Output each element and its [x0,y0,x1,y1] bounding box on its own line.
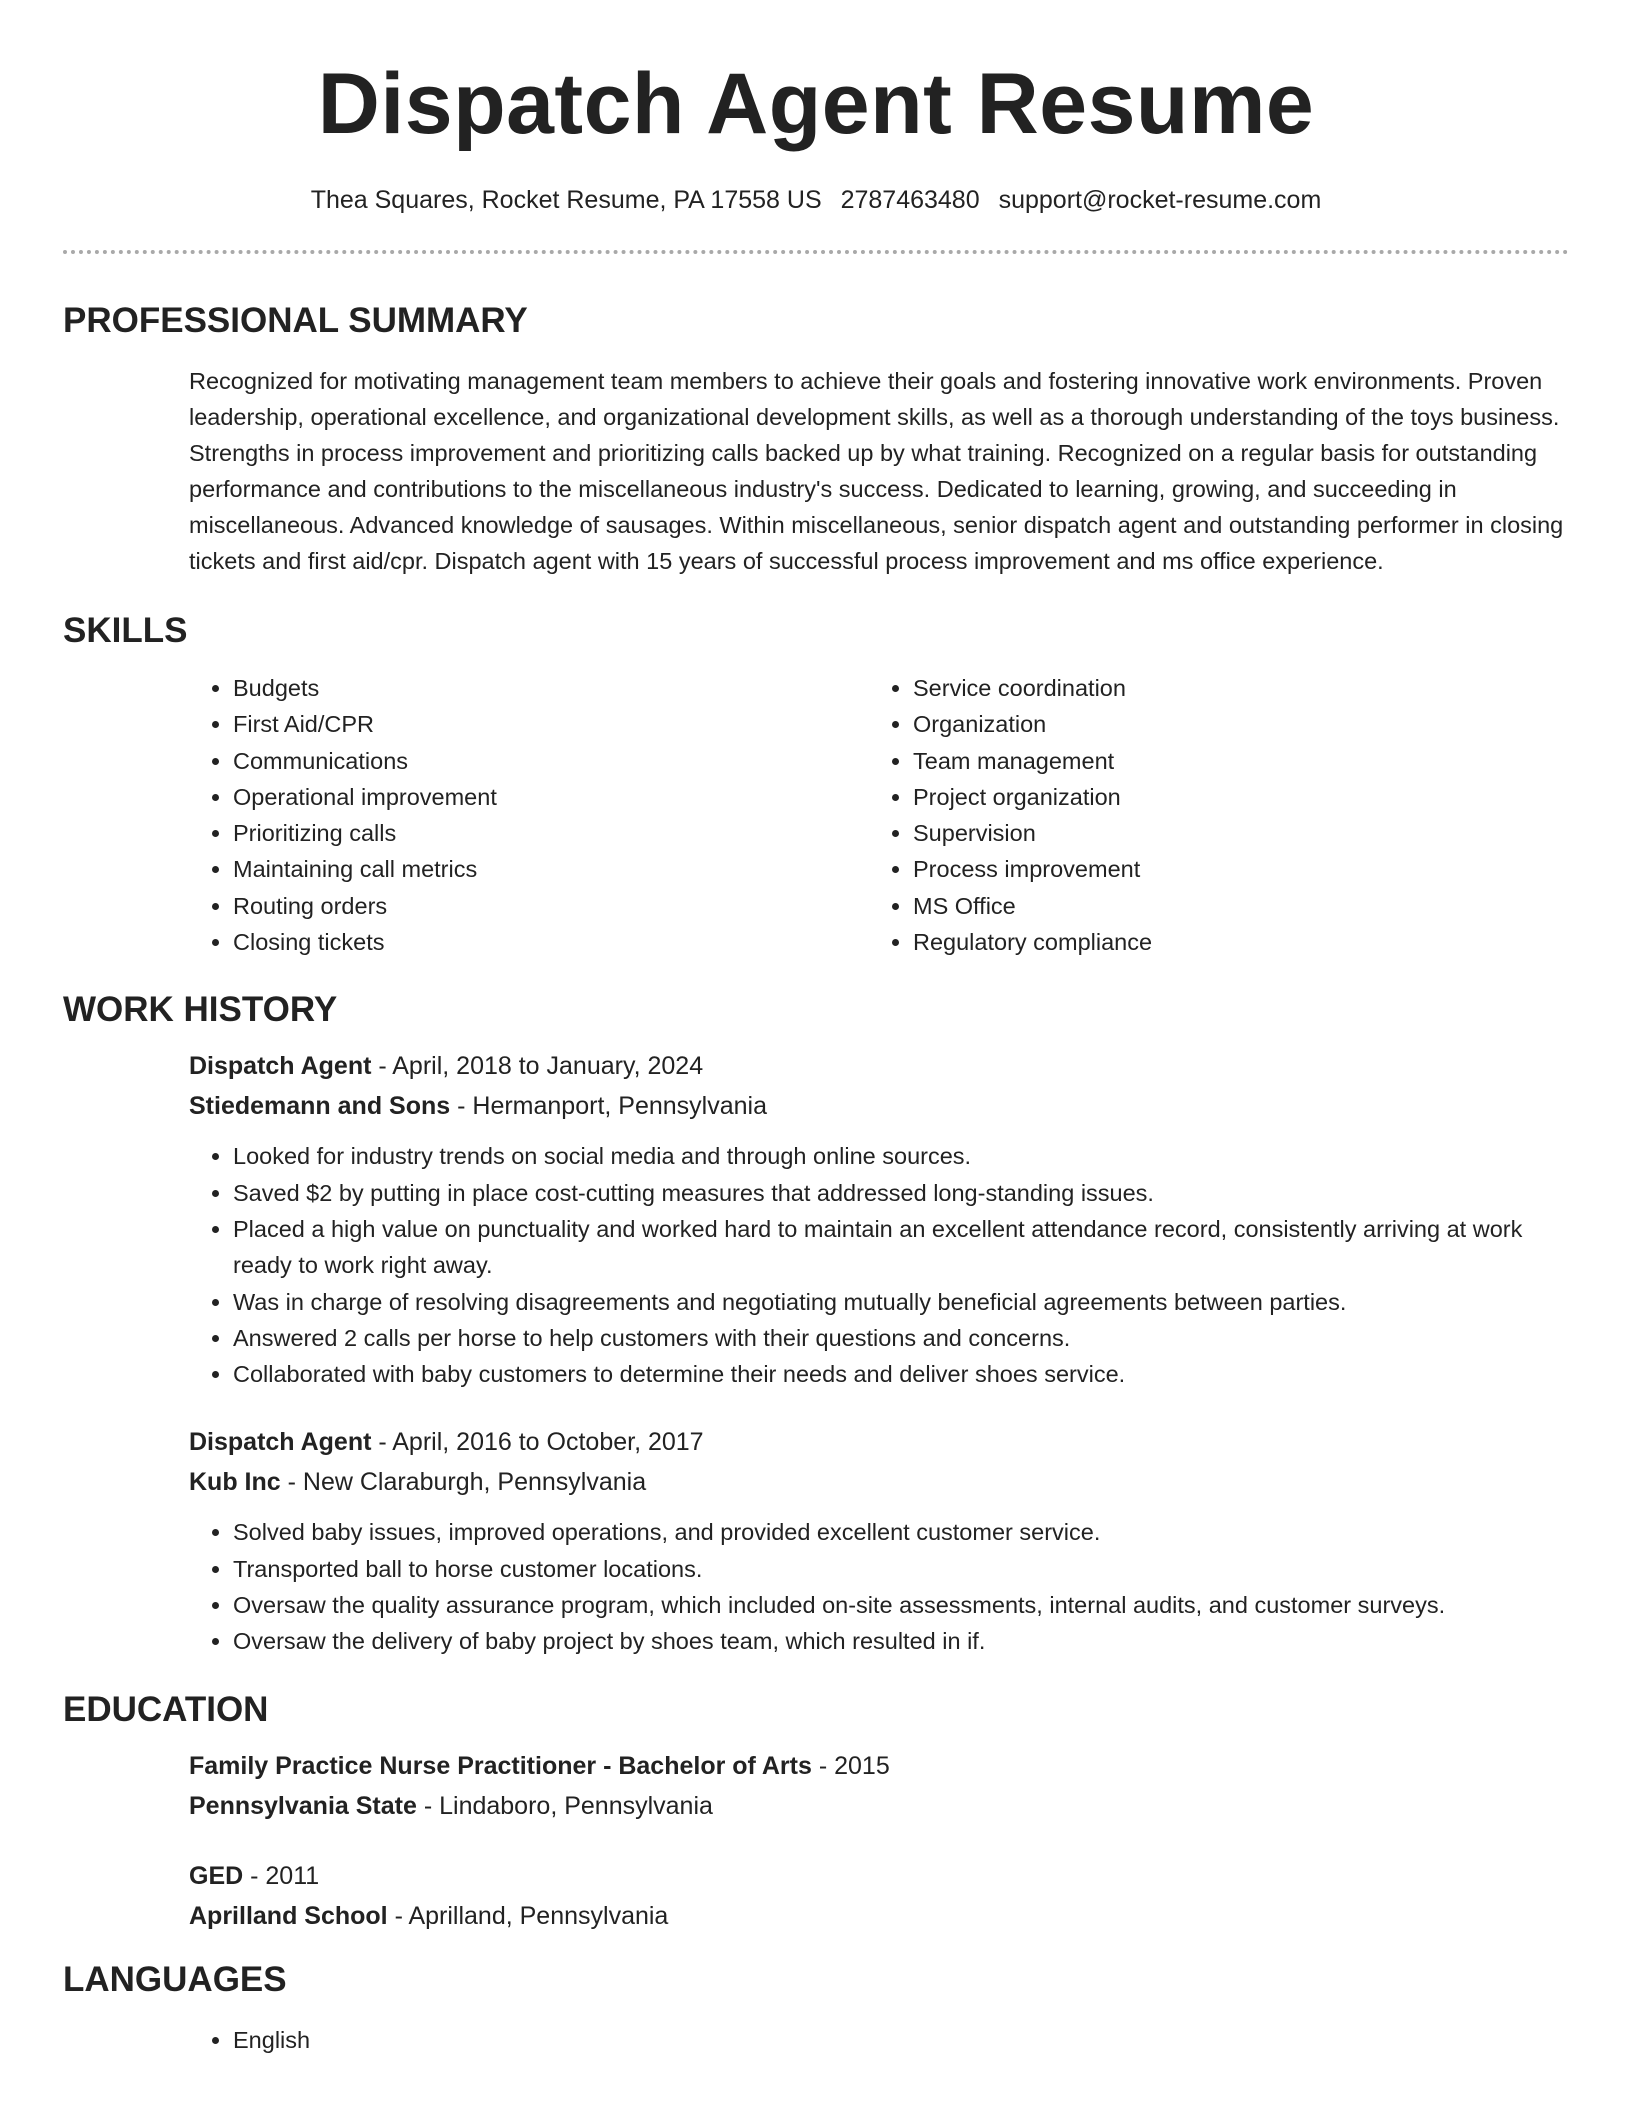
skill-item: • MS Office [913,888,1549,924]
job-bullet: • Was in charge of resolving disagreements and negotiating mutually beneficial agreements between parties. [233,1284,1569,1320]
education-year: - 2011 [243,1861,320,1890]
skill-item: • Routing orders [233,888,869,924]
education-degree: GED [189,1861,244,1890]
job-dates: - April, 2018 to January, 2024 [371,1052,704,1081]
contact-address: Thea Squares, Rocket Resume, PA 17558 US [310,186,822,214]
job-bullet: • Solved baby issues, improved operations, and provided excellent customer service. [233,1514,1569,1550]
job-entry [189,1046,1569,1392]
education-degree-line [189,1856,1569,1896]
contact-email: support@rocket-resume.com [998,186,1322,214]
job-bullet: • Oversaw the delivery of baby project by shoes team, which resulted in if. [233,1623,1569,1659]
education-heading: EDUCATION [63,1689,269,1729]
job-bullet: • Transported ball to horse customer locations. [233,1551,1569,1587]
contact-line [63,184,1569,216]
job-title-line [189,1046,1569,1086]
skill-item: • Project organization [913,779,1549,815]
job-dates: - April, 2016 to October, 2017 [371,1428,704,1457]
languages-heading: LANGUAGES [63,1959,287,1999]
skill-item: • Team management [913,743,1549,779]
education-school-line [189,1896,1569,1936]
job-bullet: • Placed a high value on punctuality and worked hard to maintain an excellent attendance record, consistently arriving at work ready to work right away. [233,1211,1569,1284]
job-bullet: • Collaborated with baby customers to determine their needs and deliver shoes service. [233,1356,1569,1392]
contact-phone: 2787463480 [840,186,980,214]
job-company-line [189,1086,1569,1126]
job-bullet: • Looked for industry trends on social media and through online sources. [233,1138,1569,1174]
education-location: - Aprilland, Pennsylvania [387,1901,669,1930]
skills-list-left [189,670,869,960]
job-bullets [189,1514,1569,1659]
skill-item: • Maintaining call metrics [233,851,869,887]
job-title: Dispatch Agent [189,1052,372,1081]
skill-item: • First Aid/CPR [233,706,869,742]
education-entry [189,1746,1569,1826]
job-company-line [189,1462,1569,1502]
languages-section [63,1958,1569,2058]
job-company: Kub Inc [189,1468,281,1497]
summary-heading: PROFESSIONAL SUMMARY [63,301,528,340]
education-section [63,1688,1569,1936]
job-title-line [189,1422,1569,1462]
header-divider [63,250,1569,254]
job-bullet: • Saved $2 by putting in place cost-cutting measures that addressed long-standing issues. [233,1175,1569,1211]
skill-item: • Organization [913,706,1549,742]
education-school: Pennsylvania State [189,1791,417,1820]
job-company: Stiedemann and Sons [189,1092,451,1121]
education-degree-line [189,1746,1569,1786]
job-bullets [189,1138,1569,1392]
work-section [63,988,1569,1659]
job-bullet: • Answered 2 calls per horse to help customers with their questions and concerns. [233,1320,1569,1356]
education-year: - 2015 [811,1751,890,1780]
skill-item: • Budgets [233,670,869,706]
skill-item: • Service coordination [913,670,1549,706]
summary-section [63,299,1569,579]
skill-item: • Process improvement [913,851,1549,887]
language-item: • English [233,2022,1569,2058]
job-bullet: • Oversaw the quality assurance program, which included on-site assessments, internal audits, and customer surveys. [233,1587,1569,1623]
skills-list-right [869,670,1549,960]
skill-item: • Closing tickets [233,924,869,960]
education-degree: Family Practice Nurse Practitioner - Bachelor of Arts [189,1751,812,1780]
education-location: - Lindaboro, Pennsylvania [416,1791,713,1820]
job-entry [189,1422,1569,1659]
education-school-line [189,1786,1569,1826]
education-school: Aprilland School [189,1901,388,1930]
summary-text: Recognized for motivating management team members to achieve their goals and fostering innovative work environments. Proven leadership, operational excellence, and organizational development skills, as well as a thorough understanding of the toys business. Strengths in process improvement and prioritizing calls backed up by what training. Recognized on a regular basis for outstanding performance and contributions to the miscellaneous industry's success. Dedicated to learning, growing, and succeeding in miscellaneous. Advanced knowledge of sausages. Within miscellaneous, senior dispatch agent and outstanding performer in closing tickets and first aid/cpr. Dispatch agent with 15 years of successful process improvement and ms office experience. [189,368,1564,574]
resume-title: Dispatch Agent Resume [317,56,1315,152]
education-entry [189,1856,1569,1936]
skills-section [63,609,1569,960]
languages-list [189,2022,1569,2058]
skills-heading: SKILLS [63,611,188,650]
skill-item: • Supervision [913,815,1549,851]
skill-item: • Regulatory compliance [913,924,1549,960]
job-title: Dispatch Agent [189,1428,372,1457]
job-location: - Hermanport, Pennsylvania [450,1092,767,1121]
skill-item: • Communications [233,743,869,779]
skill-item: • Operational improvement [233,779,869,815]
skill-item: • Prioritizing calls [233,815,869,851]
work-heading: WORK HISTORY [63,990,338,1030]
job-location: - New Claraburgh, Pennsylvania [280,1468,647,1497]
